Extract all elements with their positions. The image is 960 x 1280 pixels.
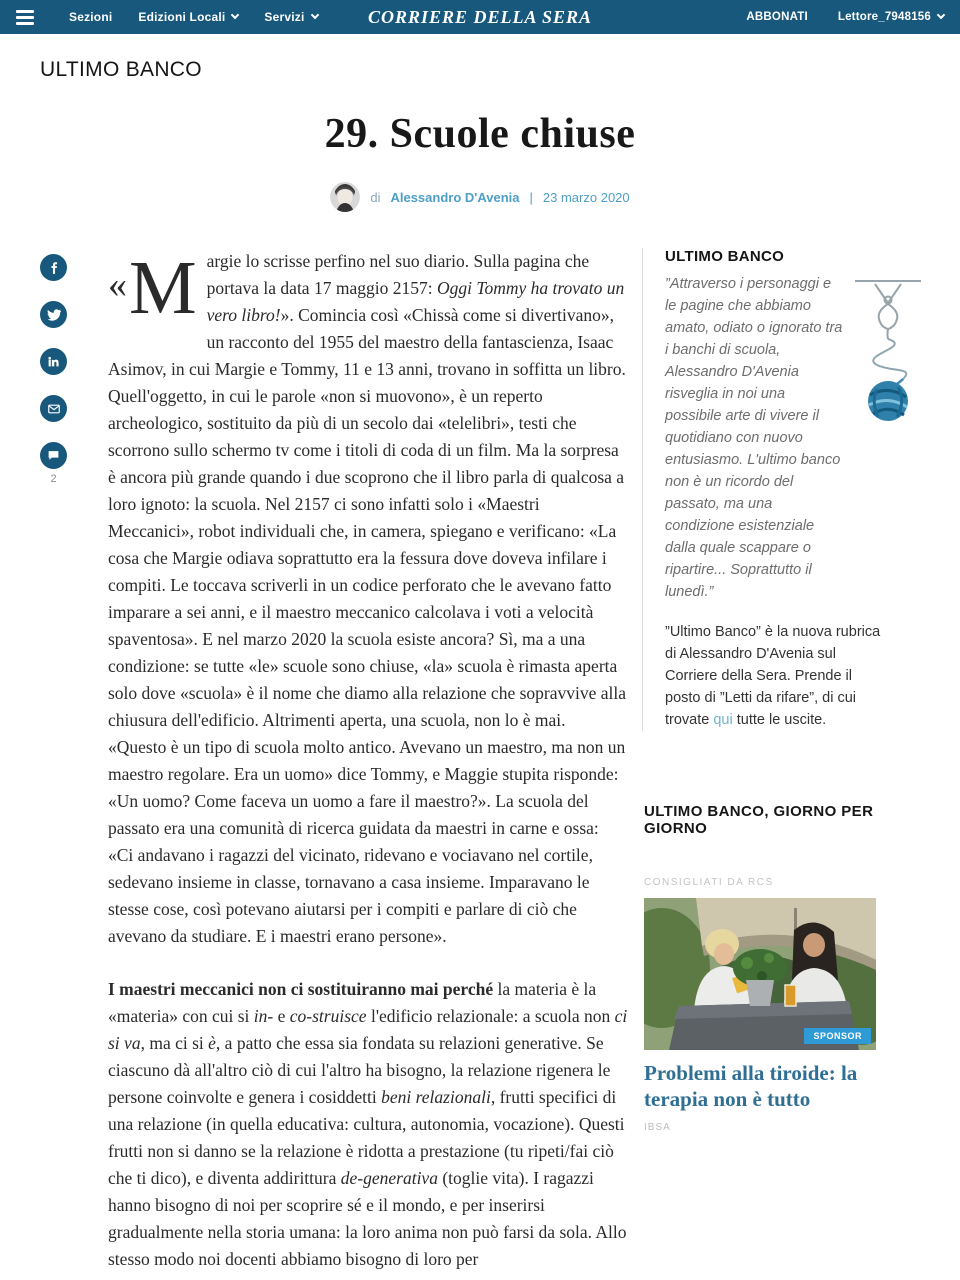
page-title: 29. Scuole chiuse — [324, 111, 636, 157]
nav-sezioni-label: Sezioni — [69, 10, 113, 24]
email-share-button[interactable] — [40, 395, 67, 422]
top-navigation-bar — [0, 0, 960, 34]
sidebar-quote-text: ”Attraverso i personaggi e le pagine che abbiamo amato, odiato o ignorato tra i banchi di scuola, Alessandro D'Avenia risveglia in noi una possibile arte di vivere il quotidiano con nuovo entusiasmo. L'ultimo banco non è un ricordo del passato, ma una condizione esistenziale dalla quale scappare o ripartire... Soprattutto il lunedì.” — [665, 276, 843, 600]
corriere-logo[interactable]: CORRIERE DELLA SERA — [367, 6, 593, 27]
sidebar-quote-row — [665, 273, 925, 603]
byline-separator: | — [529, 189, 533, 205]
avatar[interactable] — [330, 182, 360, 212]
byline-date: 23 marzo 2020 — [542, 189, 630, 205]
sponsored-card-image[interactable] — [644, 898, 876, 1050]
nav-sezioni[interactable] — [69, 10, 112, 24]
sponsored-card — [642, 898, 925, 1133]
byline-author-link[interactable]: Alessandro D'Avenia — [390, 189, 520, 205]
nav-edizioni-locali-label: Edizioni Locali — [138, 10, 226, 24]
comments-button[interactable] — [40, 442, 67, 469]
chevron-down-icon — [231, 11, 239, 19]
sponsored-title[interactable]: Problemi alla tiroide: la terapia non è tutto — [644, 1061, 858, 1111]
comment-count: 2 — [50, 473, 57, 485]
yarn-illustration — [851, 273, 925, 603]
linkedin-share-button[interactable] — [40, 348, 67, 375]
hamburger-menu-icon[interactable] — [16, 10, 34, 25]
byline — [0, 182, 960, 212]
facebook-share-button[interactable] — [40, 254, 67, 281]
user-account-menu[interactable] — [838, 11, 944, 23]
sponsored-section-label: CONSIGLIATI DA RCS — [644, 877, 774, 888]
sponsor-name: IBSA — [644, 1122, 671, 1133]
section-label[interactable]: ULTIMO BANCO — [40, 58, 202, 81]
chevron-down-icon — [310, 11, 318, 19]
nav-right-group — [746, 11, 944, 23]
nav-servizi-label: Servizi — [264, 10, 305, 24]
sidebar-box-title: ULTIMO BANCO — [665, 248, 785, 265]
nav-left-group — [16, 10, 318, 25]
article-paragraph: I maestri meccanici non ci sostituiranno mai perché la materia è la «materia» con cui si in- e co-struisce l'edificio relazionale: a scuola non ci si va, ma ci si è, a patto che essa sia fondata su relazioni generative. Se ciascuno dà all'altro ciò di cui l'altro ha bisogno, la relazione rigenera le persone coinvolte e genera i cosiddetti beni relazionali, frutti specifici di una relazione (in quella educativa: cultura, autonomia, vocazione). Questi frutti non si danno se la relazione è ridotta a prestazione (tu ripeti/fai ciò che ti dico), e diventa addirittura de-generativa (toglie vita). I ragazzi hanno bisogno di noi per scoprire sé e il mondo, e per inserirsi gradualmente nella storia umana: la loro anima non può farsi da sola. Allo stesso modo noi docenti abbiamo bisogno di loro per — [108, 979, 628, 1269]
social-share-rail — [40, 254, 86, 485]
sidebar-column-box — [642, 248, 925, 731]
drop-cap: «M — [108, 246, 197, 330]
user-account-label: Lettore_7948156 — [837, 11, 931, 23]
abbonati-button[interactable]: ABBONATI — [746, 11, 808, 23]
nav-servizi[interactable] — [264, 10, 317, 24]
series-heading[interactable]: ULTIMO BANCO, GIORNO PER GIORNO — [644, 803, 874, 837]
article-body — [108, 248, 628, 1273]
byline-prefix: di — [370, 189, 381, 205]
sidebar — [642, 248, 925, 1133]
main-layout — [0, 248, 960, 1273]
chevron-down-icon — [937, 11, 945, 19]
twitter-share-button[interactable] — [40, 301, 67, 328]
sponsor-badge: SPONSOR — [804, 1028, 871, 1044]
article-paragraph: «M argie lo scrisse perfino nel suo diario. Sulla pagina che portava la data 17 maggio 2157: Oggi Tommy ha trovato un vero libro!». Comincia così «Chissà come si divertivano», un racconto del 1955 del maestro della fantascienza, Isaac Asimov, in cui Margie e Tommy, 11 e 13 anni, trovano in soffitta un libro. Quell'oggetto, in cui le parole «non si muovono», è un reperto archeologico, sostituito da più di un secolo dai «telelibri», testi che scorrono sullo schermo tv come i titoli di coda di un film. Ma la sorpresa è ancora più grande quando i due scoprono che il libro parla di qualcosa a loro ignoto: la scuola. Nel 2157 ci sono infatti solo i «Maestri Meccanici», robot individuali che, in camera, spiegano e verificano: «La cosa che Margie odiava soprattutto era la fessura dove doveva infilare i compiti. Le toccava scriverli in un codice perforato che le avevano fatto imparare a sei anni, e il maestro meccanico calcolava i voti a velocità spaventosa». E nel marzo 2020 la scuola esiste ancora? Sì, ma a una condizione: se tutte «le» scuole sono chiuse, «la» scuola è rimasta aperta solo dove «scuola» è il nome che diamo alla relazione che sopravvive alla chiusura dell'edificio. Altrimenti aperta, una scuola, non lo è mai. «Questo è un tipo di scuola molto antico. Avevano un maestro, ma non un maestro regolare. Era un uomo» dice Tommy, e Maggie stupita risponde: «Un uomo? Come faceva un uomo a fare il maestro?». La scuola del passato era una comunità di ricerca guidata da maestri in carne e ossa: «Ci andavano i ragazzi del vicinato, ridevano e vociavano nel cortile, sedevano insieme in classe, tornavano a casa insieme. Imparavano le stesse cose, così potevano aiutarsi per i compiti e parlare di ciò che avevano da studiare. E i maestri erano persone». — [108, 246, 627, 946]
nav-edizioni-locali[interactable] — [138, 10, 238, 24]
sidebar-about-text: ”Ultimo Banco” è la nuova rubrica di Alessandro D'Avenia sul Corriere della Sera. Prende il posto di ”Letti da rifare”, di cui trovate qui tutte le uscite. — [665, 624, 881, 728]
